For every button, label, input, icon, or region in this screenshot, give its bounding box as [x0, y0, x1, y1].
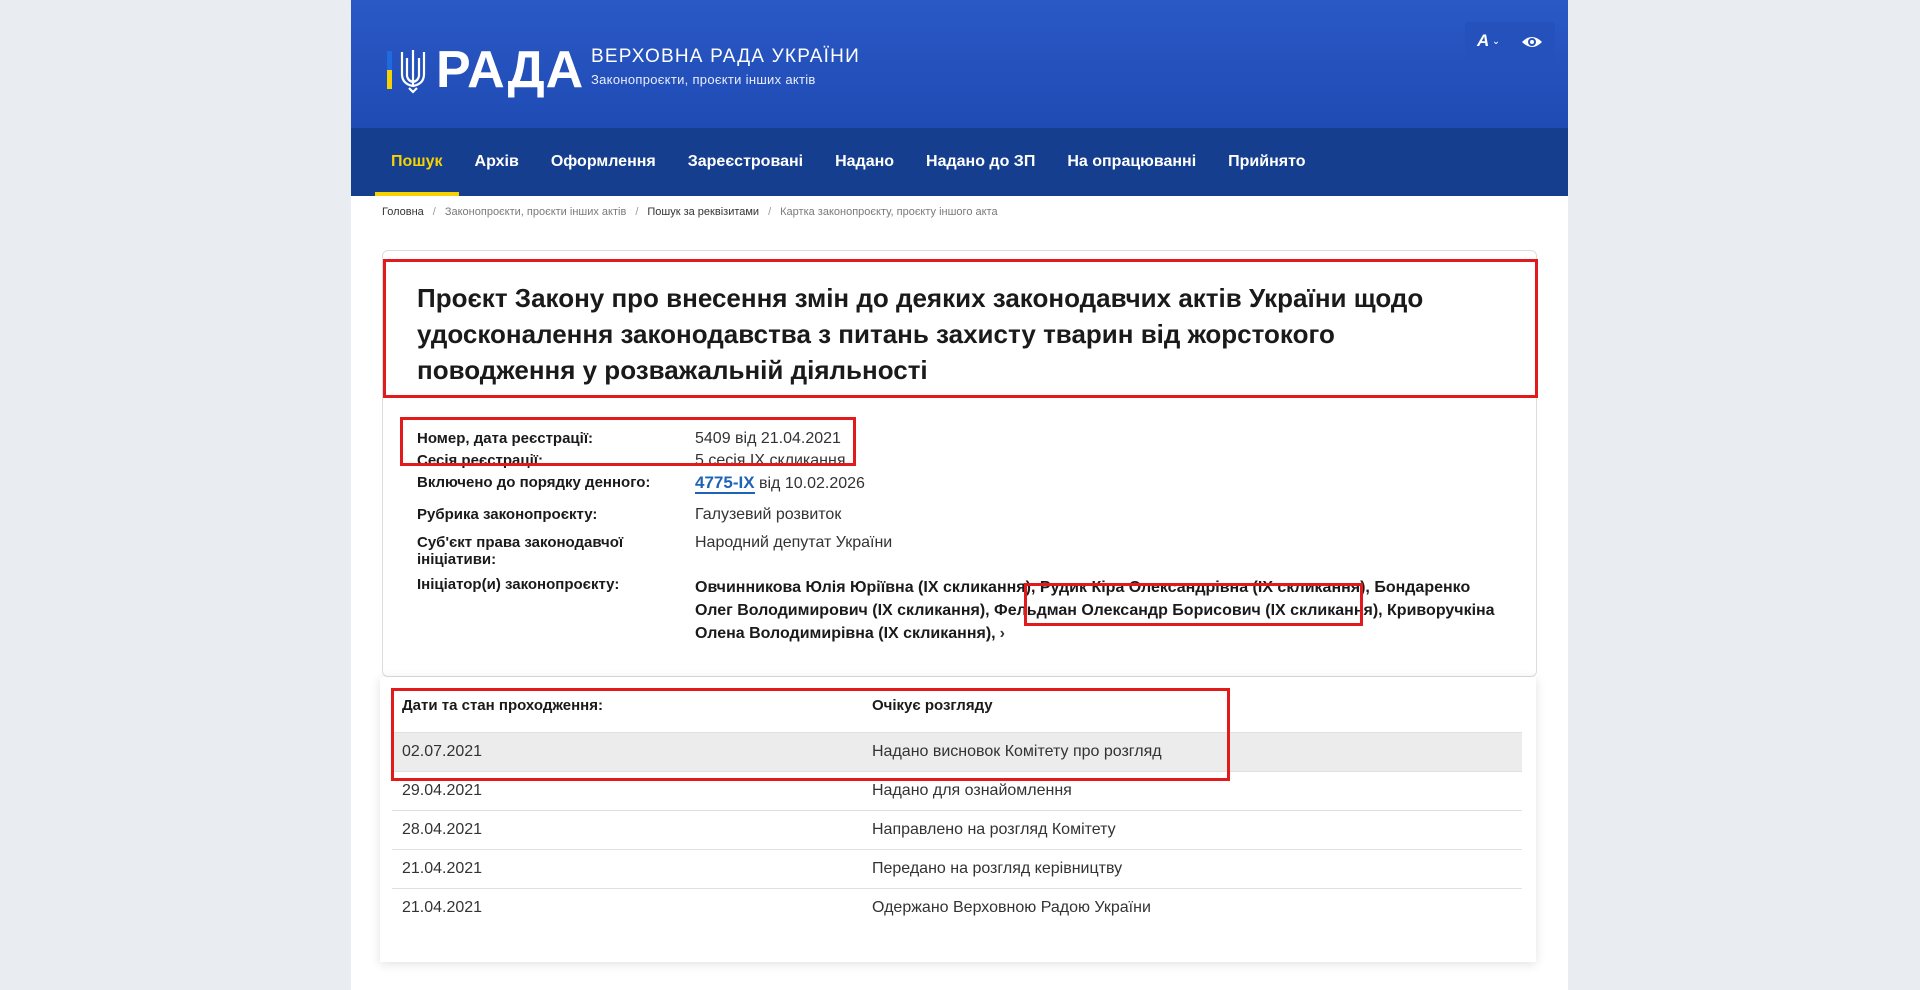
accessibility-tools [1465, 22, 1555, 62]
logo[interactable] [387, 41, 585, 99]
chevron-right-icon[interactable]: › [999, 625, 1005, 642]
status-text: Направлено на розгляд Комітету [872, 821, 1116, 838]
status-date: 02.07.2021 [402, 743, 483, 760]
org-title: ВЕРХОВНА РАДА УКРАЇНИ [591, 46, 860, 67]
font-size-button[interactable] [1477, 31, 1500, 51]
breadcrumb-bills[interactable]: Законопроєкти, проєкти інших актів [444, 206, 627, 218]
nav-item[interactable]: На опрацюванні [1067, 153, 1197, 170]
status-date: 21.04.2021 [402, 899, 483, 916]
nav-item[interactable]: Прийнято [1228, 153, 1306, 170]
breadcrumb-separator: / [635, 206, 639, 218]
breadcrumb [382, 206, 998, 218]
status-row [392, 732, 1522, 771]
org-subtitle: Законопроєкти, проєкти інших актів [591, 72, 816, 87]
status-date: 29.04.2021 [402, 782, 483, 799]
prop-initiators [417, 576, 1507, 645]
prop-label: Ініціатор(и) законопроєкту: [417, 576, 620, 593]
prop-label: Включено до порядку денного: [417, 474, 651, 491]
status-row [392, 771, 1522, 810]
prop-label: Суб'єкт права законодавчої ініціативи: [417, 534, 624, 568]
bill-properties [417, 430, 1507, 645]
prop-rubric [417, 506, 1507, 534]
nav-item[interactable]: Архів [474, 153, 519, 170]
agenda-link[interactable]: 4775-IX [695, 473, 755, 492]
trident-icon [398, 46, 428, 94]
status-text: Надано для ознайомлення [872, 782, 1072, 799]
logo-word: РАДА [436, 41, 585, 99]
breadcrumb-home[interactable]: Головна [382, 206, 424, 218]
breadcrumb-separator: / [432, 206, 436, 218]
prop-agenda [417, 474, 1507, 506]
flag-stripe [387, 51, 392, 89]
prop-label: Сесія реєстрації: [417, 452, 543, 469]
status-value: Очікує розгляду [872, 697, 993, 714]
status-date: 28.04.2021 [402, 821, 483, 838]
status-text: Передано на розгляд керівництву [872, 860, 1123, 877]
prop-value [695, 474, 1507, 506]
prop-value: Народний депутат України [695, 534, 893, 551]
prop-value: Галузевий розвиток [695, 506, 842, 523]
breadcrumb-current: Картка законопроєкту, проєкту іншого акта [780, 206, 998, 218]
eye-icon[interactable] [1521, 34, 1543, 50]
main-nav [351, 128, 1568, 196]
status-row [392, 810, 1522, 849]
org-name [591, 46, 860, 87]
nav-item[interactable]: Зареєстровані [687, 153, 804, 170]
prop-value: 5409 від 21.04.2021 [695, 430, 841, 447]
bill-title: Проєкт Закону про внесення змін до деяких законодавчих актів України щодо удосконалення законодавства з питань захисту тварин від жорстокого поводження у розважальній діяльності [417, 283, 1424, 385]
prop-label: Рубрика законопроєкту: [417, 506, 598, 523]
prop-value [695, 576, 1507, 645]
font-size-label: А [1477, 31, 1490, 50]
status-text: Одержано Верховною Радою України [872, 899, 1151, 916]
status-row [392, 849, 1522, 888]
status-date: 21.04.2021 [402, 860, 483, 877]
site-header [351, 0, 1568, 128]
status-label: Дати та стан проходження: [402, 697, 603, 714]
status-text: Надано висновок Комітету про розгляд [872, 743, 1162, 760]
prop-label: Номер, дата реєстрації: [417, 430, 594, 447]
status-row [392, 888, 1522, 927]
chevron-down-icon: ⌄ [1492, 36, 1500, 47]
agenda-date: від 10.02.2026 [754, 475, 865, 492]
nav-item[interactable]: Надано [835, 153, 895, 170]
prop-value: 5 сесія IX скликання [695, 452, 846, 469]
breadcrumb-search[interactable]: Пошук за реквізитами [647, 206, 760, 218]
nav-item[interactable]: Оформлення [550, 153, 656, 170]
nav-item[interactable]: Пошук [375, 128, 459, 196]
prop-subject [417, 534, 1507, 580]
nav-item[interactable]: Надано до ЗП [926, 153, 1036, 170]
breadcrumb-separator: / [768, 206, 772, 218]
initiators-list[interactable]: Овчинникова Юлія Юріївна (IX скликання), Рудик Кіра Олександрівна (IX скликання), Бондаренко Олег Володимирович (IX скликання), Фельдман Олександр Борисович (IX скликання), Криворучкіна Олена Володимирівна (IX скликання), [695, 579, 1495, 642]
status-panel [380, 677, 1536, 962]
